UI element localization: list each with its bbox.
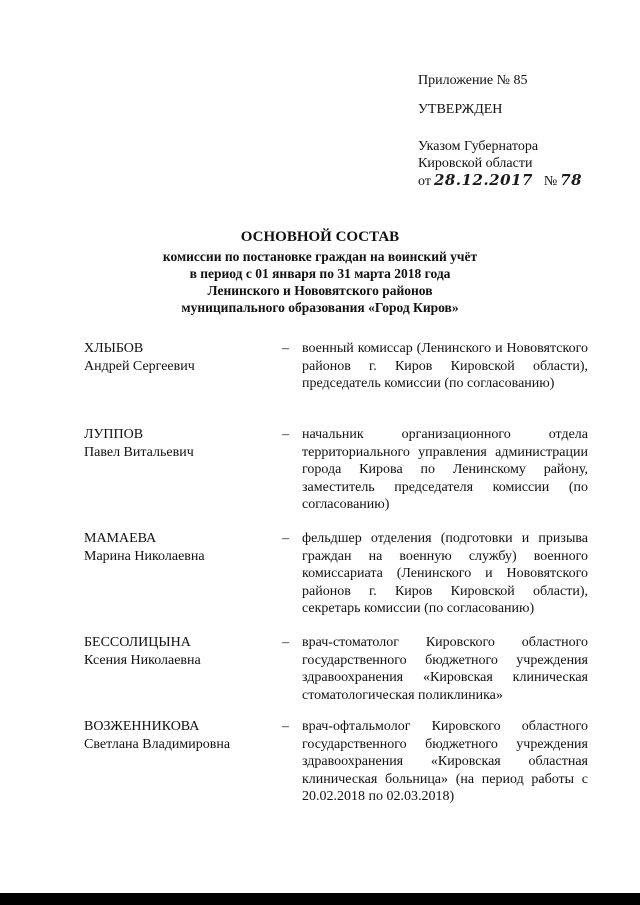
member-role: врач-стоматолог Кировского областного государственного бюджетного учреждения здравоохранения «Кировская клиническая стоматологическая поликлиника» xyxy=(302,635,588,703)
approval-block xyxy=(418,72,618,190)
member-entry xyxy=(84,530,588,618)
decree-line-2: Кировской области xyxy=(418,156,533,171)
document-title xyxy=(60,228,580,316)
member-person xyxy=(84,530,282,618)
member-role: фельдшер отделения (подготовки и призыва граждан на военную службу) военного комиссариата (Ленинского и Нововятского районов г. Киров Кировской области), секретарь комиссии (по согласованию) xyxy=(302,531,588,616)
member-person xyxy=(84,718,282,806)
handwritten-number: 78 xyxy=(560,171,583,189)
title-line-2: в период с 01 января по 31 марта 2018 года xyxy=(189,266,451,281)
decree-reference xyxy=(418,138,618,190)
title-main: ОСНОВНОЙ СОСТАВ xyxy=(240,229,400,245)
member-name: Павел Витальевич xyxy=(84,444,194,460)
title-line-3: Ленинского и Нововятского районов xyxy=(207,283,433,298)
member-person xyxy=(84,634,282,704)
member-surname: ХЛЫБОВ xyxy=(84,341,144,356)
decree-date-line xyxy=(418,172,618,190)
scan-edge-bar xyxy=(0,893,640,905)
member-surname: БЕССОЛИЦЫНА xyxy=(84,635,191,650)
member-surname: ВОЗЖЕННИКОВА xyxy=(84,719,200,734)
member-dash: – xyxy=(282,427,289,442)
member-entry xyxy=(84,426,588,514)
member-person xyxy=(84,340,282,393)
decree-line-1: Указом Губернатора xyxy=(418,139,539,154)
member-entry xyxy=(84,718,588,806)
member-role: врач-офтальмолог Кировского областного государственного бюджетного учреждения здравоохранения «Кировская областная клиническая больница» (на период работы с 20.02.2018 по 02.03.2018) xyxy=(302,719,588,804)
member-name: Светлана Владимировна xyxy=(84,736,231,752)
member-role: начальник организационного отдела территориального управления администрации города Кирова по Ленинскому району, заместитель председателя комиссии (по согласованию) xyxy=(302,427,588,512)
member-entry xyxy=(84,340,588,393)
member-surname: МАМАЕВА xyxy=(84,531,157,546)
member-dash: – xyxy=(282,719,289,734)
approved-stamp-text: УТВЕРЖДЕН xyxy=(418,102,503,117)
member-dash: – xyxy=(282,635,289,650)
member-role: военный комиссар (Ленинского и Нововятского районов г. Киров Кировской области), председатель комиссии (по согласованию) xyxy=(302,341,588,391)
member-name: Марина Николаевна xyxy=(84,548,205,564)
title-line-4: муниципального образования «Город Киров» xyxy=(181,300,459,315)
title-line-1: комиссии по постановке граждан на воинский учёт xyxy=(162,249,478,264)
number-prefix: № xyxy=(543,174,558,189)
member-surname: ЛУППОВ xyxy=(84,427,144,442)
member-dash: – xyxy=(282,341,289,356)
date-prefix: от xyxy=(418,174,431,189)
handwritten-date: 28.12.2017 xyxy=(433,171,533,189)
member-name: Андрей Сергеевич xyxy=(84,358,195,374)
member-name: Ксения Николаевна xyxy=(84,652,201,668)
member-entry xyxy=(84,634,588,704)
member-person xyxy=(84,426,282,514)
member-dash: – xyxy=(282,531,289,546)
appendix-number: Приложение № 85 xyxy=(418,73,528,88)
